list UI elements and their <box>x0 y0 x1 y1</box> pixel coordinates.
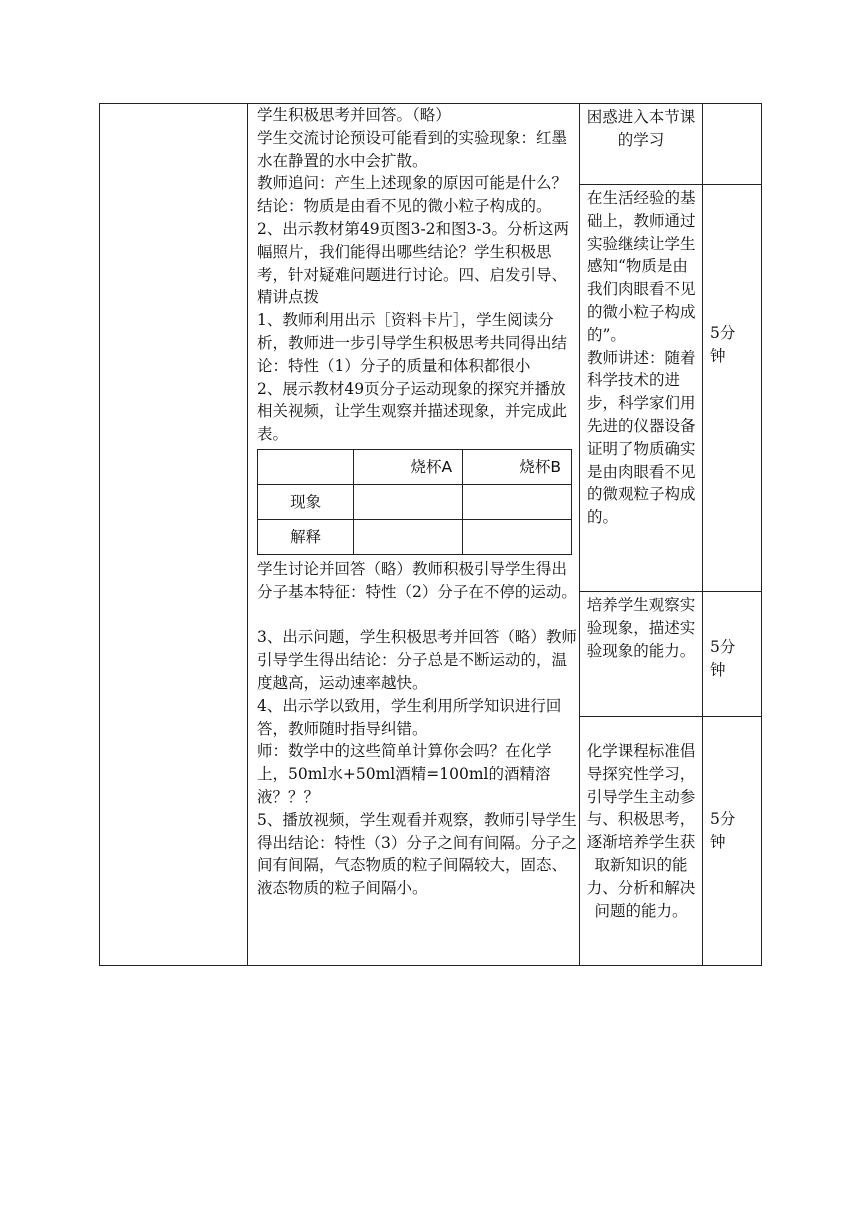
row-label-phenomenon: 现象 <box>258 484 354 519</box>
main-paragraph: 2、展示教材49页分子运动现象的探究并播放相关视频，让学生观察并描述现象，并完成此表。 <box>257 379 568 444</box>
main-paragraph: 2、出示教材第49页图3-2和图3-3。分析这两幅照片，我们能得出哪些结论？学生积极思考，针对疑难问题进行讨论。四、启发引导、精讲点拨 <box>257 219 570 307</box>
cell-explanation-a <box>354 519 463 554</box>
main-paragraph: 结论：物质是由看不见的微小粒子构成的。 <box>257 197 552 216</box>
cell-phenomenon-b <box>463 484 572 519</box>
main-paragraph: 1、教师利用出示［资料卡片］，学生阅读分析，教师进一步引导学生积极思考共同得出结论：特性（1）分子的质量和体积都很小 <box>257 311 568 375</box>
time-cell-2: 5分钟 <box>710 324 736 365</box>
header-empty-cell <box>258 449 354 484</box>
observation-table <box>257 449 572 555</box>
main-paragraph: 学生积极思考并回答。（略） <box>257 106 451 124</box>
intent-cell-2-text-a: 在生活经验的基础上，教师通过实验继续让学生感知“物质是由我们肉眼看不见的微小粒子构成的”。 <box>587 189 696 344</box>
observation-table-row <box>258 519 572 554</box>
observation-table-row <box>258 484 572 519</box>
main-paragraph: 师：数学中的这些简单计算你会吗？在化学上，50ml水+50ml酒精=100ml的酒精溶液？？？ <box>257 742 552 806</box>
main-paragraph: 4、出示学以致用，学生利用所学知识进行回答，教师随时指导纠错。 <box>257 696 562 738</box>
intent-cell-4: 化学课程标准倡导探究性学习，引导学生主动参与、积极思考，逐渐培养学生获取新知识的能力、分析和解决问题的能力。 <box>586 742 696 920</box>
main-paragraph: 学生交流讨论预设可能看到的实验现象：红墨水在静置的水中会扩散。 <box>257 128 568 170</box>
intent-cell-2-text-b: 教师讲述：随着科学技术的进步，科学家们用先进的仪器设备证明了物质确实是由肉眼看不见的微观粒子构成的。 <box>587 348 696 527</box>
main-paragraph: 教师追问：产生上述现象的原因可能是什么？ <box>257 174 568 193</box>
row-divider-2 <box>579 591 762 592</box>
cell-explanation-b <box>463 519 572 554</box>
main-activity-column <box>257 104 577 900</box>
col-divider-3 <box>702 103 703 966</box>
row-divider-1 <box>579 184 762 185</box>
main-paragraph: 5、播放视频，学生观看并观察，教师引导学生得出结论：特性（3）分子之间有间隔。分子之间有间隔，气态物质的粒子间隔较大，固态、液态物质的粒子间隔小。 <box>257 810 577 898</box>
col-divider-1 <box>247 103 248 966</box>
main-paragraph: 3、出示问题，学生积极思考并回答（略）教师引导学生得出结论：分子总是不断运动的，温度越高，运动速率越快。 <box>257 628 577 692</box>
row-label-explanation: 解释 <box>258 519 354 554</box>
main-paragraph: 学生讨论并回答（略）教师积极引导学生得出分子基本特征：特性（2）分子在不停的运动。 <box>257 559 577 601</box>
row-divider-3 <box>579 716 762 717</box>
observation-table-header <box>258 449 572 484</box>
col-divider-2 <box>579 103 580 966</box>
intent-cell-3: 培养学生观察实验现象，描述实验现象的能力。 <box>586 596 696 660</box>
intent-cell-1: 困惑进入本节课的学习 <box>586 108 696 149</box>
header-beaker-a: 烧杯A <box>354 449 463 484</box>
header-beaker-b: 烧杯B <box>463 449 572 484</box>
time-cell-3: 5分钟 <box>710 638 736 679</box>
intent-cell-2 <box>587 187 699 529</box>
cell-phenomenon-a <box>354 484 463 519</box>
time-cell-4: 5分钟 <box>710 810 736 851</box>
